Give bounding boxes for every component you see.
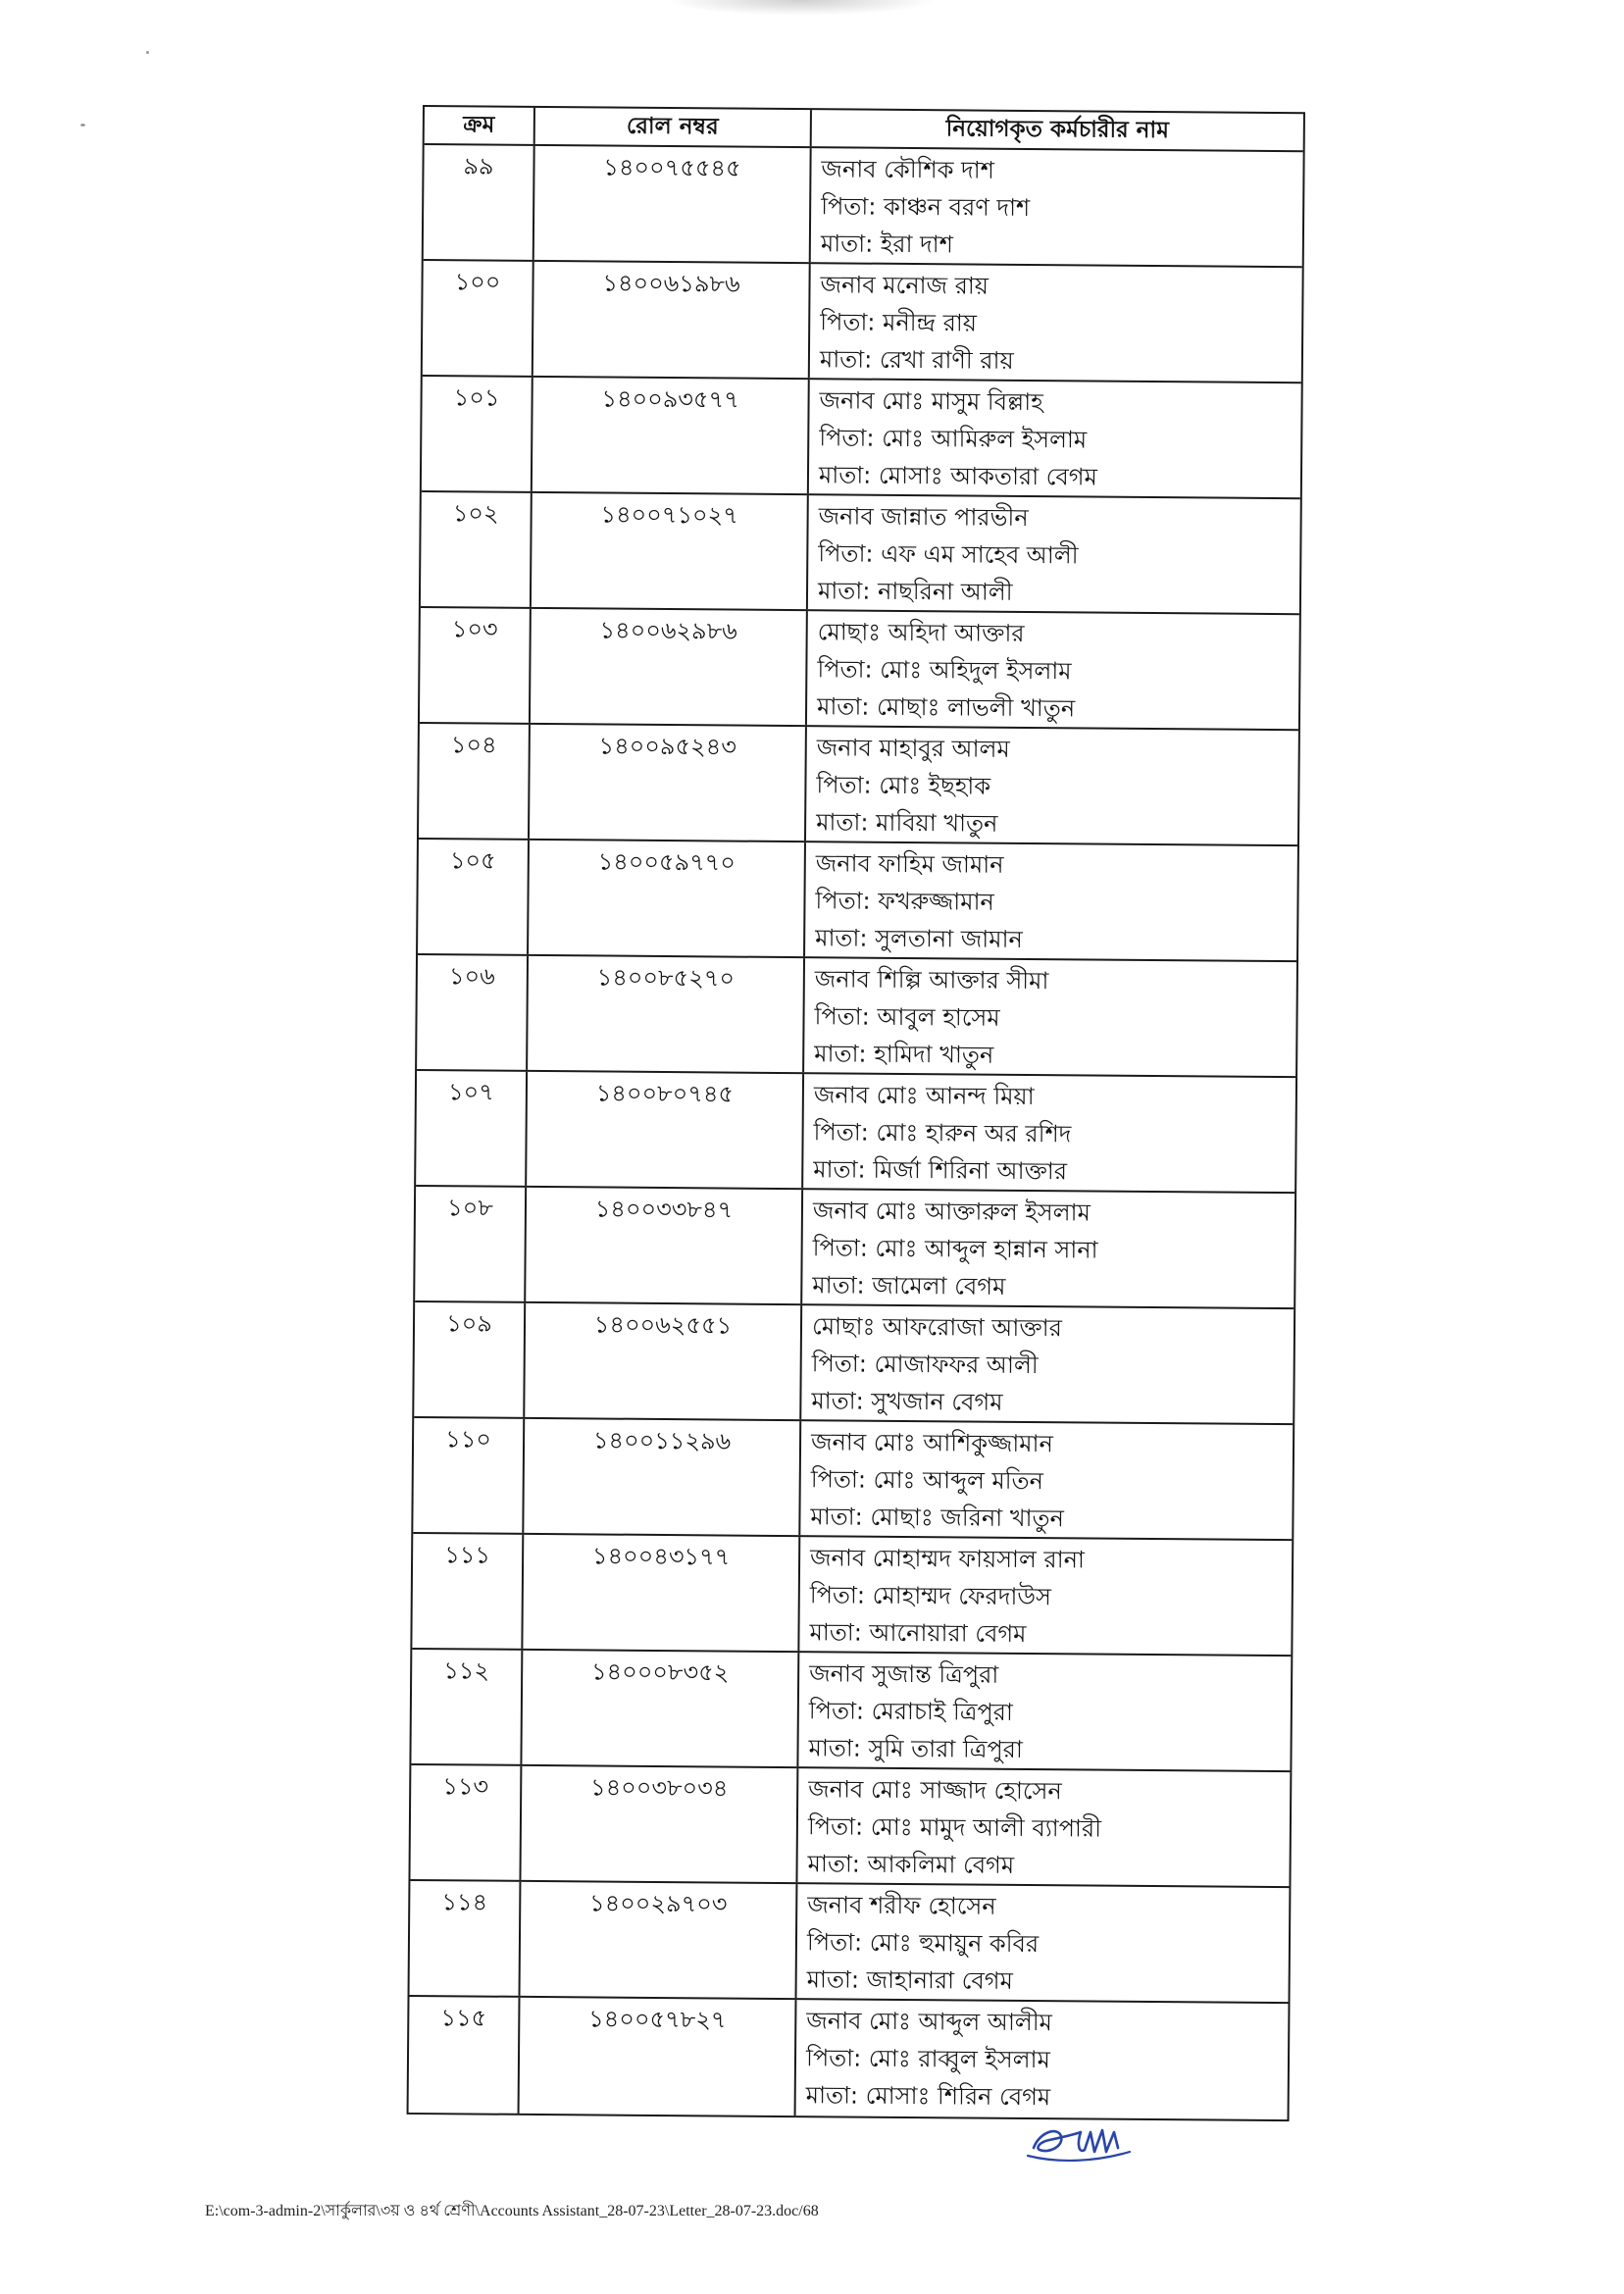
table-row	[415, 1187, 1294, 1309]
mother-name: মাতা: সুলতানা জামান	[815, 924, 1023, 953]
father-name: পিতা: মোঃ হারুন অর রশিদ	[813, 1118, 1072, 1148]
father-name: পিতা: মোঃ ইছহাক	[816, 771, 991, 800]
serial-cell: ১১১	[412, 1534, 524, 1649]
mother-name: মাতা: মির্জা শিরিনা আক্তার	[813, 1155, 1068, 1186]
scan-edge-shading	[666, 0, 937, 16]
serial-cell: ১০১	[422, 377, 533, 491]
father-name: পিতা: মোঃ রাব্বুল ইসলাম	[805, 2044, 1050, 2074]
serial-cell: ১১২	[411, 1650, 523, 1764]
father-name: পিতা: মোঃ অহিদুল ইসলাম	[817, 655, 1072, 686]
roll-number-cell: ১৪০০৬২৯৮৬	[531, 609, 808, 725]
employee-name: জনাব মোহাম্মদ ফায়সাল রানা	[810, 1544, 1086, 1574]
serial-cell: ১০৬	[417, 955, 529, 1070]
mother-name: মাতা: মোসাঃ শিরিন বেগম	[805, 2081, 1051, 2112]
employee-name-cell	[802, 1190, 1294, 1307]
table-row	[412, 1534, 1292, 1657]
serial-cell: ৯৯	[424, 145, 535, 260]
employee-name-cell	[797, 1884, 1290, 2002]
mother-name: মাতা: ইরা দাশ	[820, 229, 954, 259]
employee-name: জনাব ফাহিম জামান	[815, 849, 1004, 879]
employee-name-cell	[808, 495, 1300, 613]
roll-number-cell: ১৪০০৩৩৮৪৭	[526, 1188, 803, 1303]
roll-number-cell: ১৪০০৩৮০৩৪	[521, 1766, 798, 1882]
mother-name: মাতা: মোসাঃ আকতারা বেগম	[818, 461, 1098, 491]
employee-name: জনাব কৌশিক দাশ	[821, 155, 995, 184]
roll-number-cell: ১৪০০৪৩১৭৭	[523, 1535, 800, 1651]
father-name: পিতা: মোঃ আমিরুল ইসলাম	[819, 424, 1088, 454]
father-name: পিতা: মোঃ আব্দুল মতিন	[810, 1465, 1044, 1496]
serial-cell: ১১৫	[409, 1997, 521, 2114]
handwritten-signature	[1024, 2118, 1134, 2167]
roll-number-cell: ১৪০০৯৫২৪৩	[530, 725, 807, 841]
mother-name: মাতা: রেখা রাণী রায়	[819, 345, 1014, 375]
employee-name-cell	[810, 264, 1302, 382]
employee-name: জনাব জান্নাত পারভীন	[818, 502, 1029, 532]
roll-number-cell: ১৪০০৯৩৫৭৭	[533, 378, 810, 493]
employee-name: জনাব মোঃ আশিকুজ্জামান	[810, 1428, 1053, 1458]
table-row	[410, 1881, 1290, 2004]
roll-number-cell: ১৪০০১১২৯৬	[524, 1419, 801, 1535]
roll-number-cell: ১৪০০৮০৭৪৫	[527, 1072, 804, 1188]
table-row	[410, 1765, 1290, 1888]
table-row	[409, 1997, 1289, 2119]
roll-number-cell: ১৪০০৮৫২৭০	[528, 956, 805, 1072]
employee-name: জনাব সুজান্ত ত্রিপুরা	[809, 1659, 999, 1689]
mother-name: মাতা: মোছাঃ জরিনা খাতুন	[810, 1503, 1064, 1533]
employee-name-cell	[803, 1074, 1295, 1192]
employee-name: জনাব মোঃ সাজ্জাদ হোসেন	[808, 1775, 1062, 1806]
father-name: পিতা: মোঃ মামুদ আলী ব্যাপারী	[807, 1812, 1102, 1843]
serial-cell: ১০৯	[414, 1302, 526, 1417]
mother-name: মাতা: জাহানারা বেগম	[806, 1965, 1013, 1995]
employee-name-cell	[799, 1537, 1292, 1655]
father-name: পিতা: মোহাম্মদ ফেরদাউস	[809, 1581, 1052, 1611]
employee-name: জনাব মাহাবুর আলম	[816, 734, 1010, 763]
mother-name: মাতা: সুমি তারা ত্রিপুরা	[808, 1734, 1024, 1763]
roll-number-cell: ১৪০০৭১০২৭	[532, 493, 809, 609]
employee-name-cell	[807, 611, 1299, 729]
serial-cell: ১০৪	[419, 724, 531, 839]
table-row	[423, 261, 1302, 383]
serial-cell: ১১৩	[410, 1765, 522, 1880]
roll-number-cell: ১৪০০৫৭৮২৭	[520, 1998, 797, 2116]
employee-name-cell	[796, 2000, 1289, 2119]
employee-table	[407, 105, 1305, 2121]
roll-number-cell: ১৪০০৬১৯৮৬	[533, 262, 811, 378]
serial-cell: ১০০	[423, 261, 534, 376]
employee-name-cell	[811, 148, 1303, 266]
roll-number-cell: ১৪০০২৯৭০৩	[521, 1882, 798, 1998]
header-roll-number: রোল নম্বর	[535, 108, 812, 146]
employee-name: জনাব মোঃ মাসুম বিল্লাহ	[819, 386, 1043, 417]
scan-speck	[80, 124, 85, 127]
employee-name-cell	[806, 727, 1298, 844]
father-name: পিতা: এফ এম সাহেব আলী	[818, 539, 1079, 570]
father-name: পিতা: ফখরুজ্জামান	[815, 887, 994, 916]
employee-name: জনাব মোঃ আনন্দ মিয়া	[813, 1081, 1035, 1111]
employee-name-cell	[797, 1768, 1290, 1886]
serial-cell: ১১০	[413, 1418, 525, 1533]
mother-name: মাতা: আনোয়ারা বেগম	[809, 1618, 1027, 1648]
table-row	[419, 724, 1298, 846]
employee-name-cell	[801, 1305, 1294, 1423]
table-row	[413, 1418, 1293, 1541]
scan-speck	[146, 51, 149, 54]
document-file-path: E:\com-3-admin-2\সার্কুলার\৩য় ও ৪র্থ শ্রেণী\Accounts Assistant_28-07-23\Letter_28-07-23.doc/68	[205, 2203, 819, 2219]
serial-cell: ১০২	[421, 492, 533, 607]
table-row	[420, 608, 1299, 731]
serial-cell: ১১৪	[410, 1881, 522, 1996]
employee-name: জনাব মোঃ আক্তারুল ইসলাম	[812, 1197, 1091, 1227]
table-row	[414, 1302, 1294, 1425]
roll-number-cell: ১৪০০০৮৩৫২	[522, 1651, 799, 1766]
mother-name: মাতা: আকলিমা বেগম	[807, 1850, 1015, 1879]
header-serial: ক্রম	[425, 107, 535, 144]
employee-name: জনাব মোঃ আব্দুল আলীম	[806, 2007, 1053, 2037]
father-name: পিতা: মোঃ হুমায়ুন কবির	[806, 1928, 1040, 1959]
employee-name-cell	[798, 1653, 1291, 1770]
mother-name: মাতা: হামিদা খাতুন	[814, 1040, 994, 1069]
mother-name: মাতা: মোছাঃ লাভলী খাতুন	[816, 692, 1076, 723]
roll-number-cell: ১৪০০৬২৫৫১	[525, 1303, 802, 1419]
employee-name-cell	[809, 380, 1301, 497]
table-row	[418, 840, 1297, 962]
mother-name: মাতা: সুখজান বেগম	[811, 1387, 1003, 1416]
father-name: পিতা: মেরাচাই ত্রিপুরা	[808, 1697, 1014, 1726]
employee-name: জনাব শিল্পি আক্তার সীমা	[814, 965, 1049, 995]
employee-name: জনাব মনোজ রায়	[820, 271, 990, 300]
employee-name: মোছাঃ অহিদা আক্তার	[817, 618, 1025, 647]
table-row	[417, 955, 1296, 1078]
mother-name: মাতা: নাছরিনা আলী	[817, 577, 1013, 606]
table-row	[424, 145, 1303, 268]
employee-name-cell	[804, 958, 1296, 1076]
father-name: পিতা: আবুল হাসেম	[814, 1002, 1000, 1032]
serial-cell: ১০৫	[418, 840, 530, 954]
table-row	[416, 1071, 1295, 1194]
header-employee-name: নিয়োগকৃত কর্মচারীর নাম	[945, 116, 1170, 144]
father-name: পিতা: কাঞ্চন বরণ দাশ	[821, 192, 1031, 222]
father-name: পিতা: মোজাফফর আলী	[811, 1350, 1039, 1380]
mother-name: মাতা: জামেলা বেগম	[812, 1271, 1006, 1300]
employee-name-cell	[800, 1421, 1293, 1539]
table-row	[411, 1650, 1291, 1772]
serial-cell: ১০৩	[420, 608, 532, 723]
employee-name: মোছাঃ আফরোজা আক্তার	[811, 1312, 1062, 1343]
father-name: পিতা: মোঃ আব্দুল হান্নান সানা	[812, 1234, 1098, 1264]
father-name: পিতা: মনীন্দ্র রায়	[820, 308, 978, 337]
roll-number-cell: ১৪০০৫৯৭৭০	[529, 841, 806, 956]
table-row	[422, 377, 1301, 499]
employee-name-cell	[805, 842, 1297, 960]
serial-cell: ১০৭	[416, 1071, 528, 1186]
employee-name: জনাব শরীফ হোসেন	[807, 1891, 996, 1920]
roll-number-cell: ১৪০০৭৫৫৪৫	[534, 146, 812, 262]
serial-cell: ১০৮	[415, 1187, 527, 1301]
mother-name: মাতা: মাবিয়া খাতুন	[816, 808, 998, 838]
table-row	[421, 492, 1300, 615]
